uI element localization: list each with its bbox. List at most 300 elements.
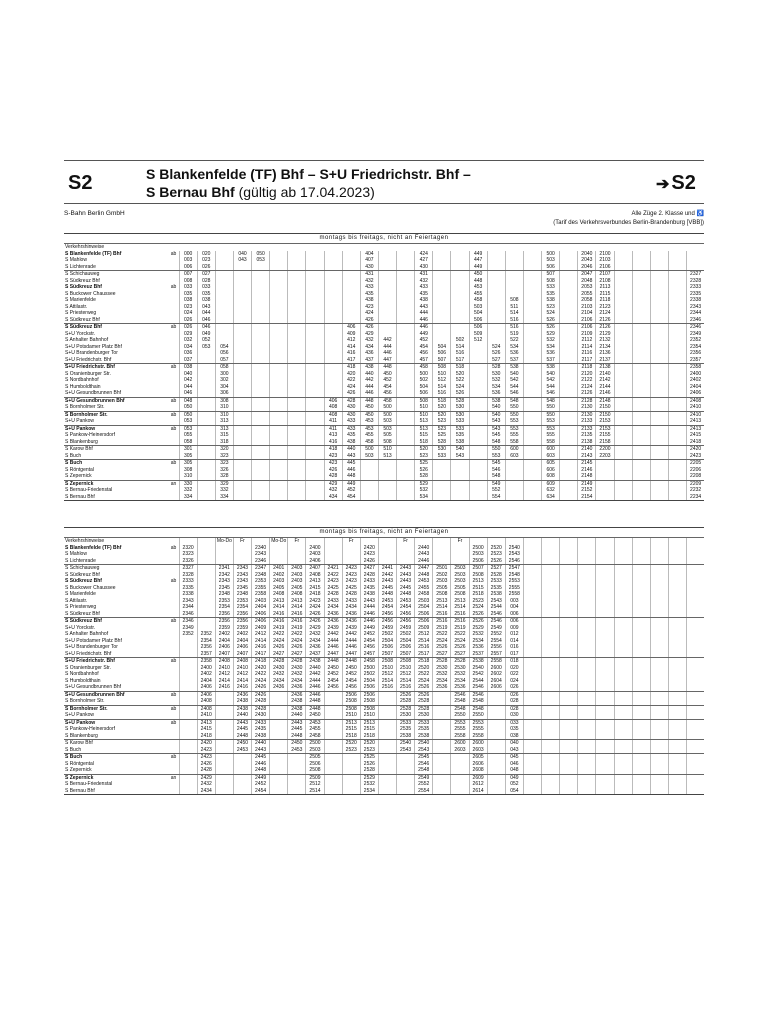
arr-dep-marker: ab <box>170 578 177 584</box>
time-cell <box>668 473 686 480</box>
time-cell <box>650 558 668 565</box>
time-cell: 012 <box>505 631 523 638</box>
time-cell: 518 <box>450 364 468 371</box>
arr-dep-marker <box>169 453 179 460</box>
time-cell <box>305 473 323 480</box>
time-cell: 2403 <box>251 598 269 605</box>
time-cell: 2523 <box>487 551 505 558</box>
time-cell <box>324 558 342 565</box>
time-cell <box>215 733 233 740</box>
station-name: S+U Pankow <box>65 719 96 726</box>
time-cell: 2416 <box>215 684 233 691</box>
time-cell: 2108 <box>595 278 613 285</box>
time-cell: 2206 <box>686 467 704 474</box>
time-cell: 2558 <box>505 591 523 598</box>
time-cell: 028 <box>505 706 523 713</box>
time-cell: 516 <box>450 350 468 357</box>
time-cell: 2327 <box>686 271 704 278</box>
time-cell <box>577 788 595 795</box>
time-cell: 2343 <box>233 565 251 572</box>
time-cell: 510 <box>378 446 396 453</box>
time-cell: 523 <box>432 426 450 433</box>
time-cell: 2425 <box>324 585 342 592</box>
time-cell <box>215 747 233 754</box>
time-cell <box>197 611 215 618</box>
time-cell: 2438 <box>251 733 269 740</box>
table-row <box>64 363 704 371</box>
time-cell: 2510 <box>396 665 414 672</box>
time-cell <box>287 317 305 324</box>
time-cell: 2456 <box>324 684 342 691</box>
time-cell: 2504 <box>378 638 396 645</box>
time-cell: 2356 <box>233 618 251 625</box>
time-cell <box>251 390 269 397</box>
time-cell: 2513 <box>360 720 378 727</box>
time-cell: 2402 <box>686 377 704 384</box>
time-cell: 2137 <box>595 357 613 364</box>
time-cell: 2436 <box>233 692 251 699</box>
time-cell: 2406 <box>197 692 215 699</box>
time-cell: 328 <box>215 473 233 480</box>
time-cell <box>559 494 577 501</box>
time-cell: 533 <box>432 453 450 460</box>
time-cell: 2519 <box>450 625 468 632</box>
arr-dep-marker <box>169 439 179 446</box>
time-cell: 446 <box>378 350 396 357</box>
time-cell: 2526 <box>450 644 468 651</box>
time-cell: 435 <box>342 432 360 439</box>
time-cell: 038 <box>197 297 215 304</box>
time-cell: 456 <box>378 390 396 397</box>
time-cell: 2445 <box>251 754 269 761</box>
time-cell <box>595 712 613 719</box>
time-cell: 2114 <box>577 344 595 351</box>
table-row <box>64 425 704 433</box>
time-cell: 442 <box>360 377 378 384</box>
time-cell: 2528 <box>360 767 378 774</box>
time-cell <box>650 698 668 705</box>
time-cell: 2349 <box>179 625 197 632</box>
time-cell: 2508 <box>342 706 360 713</box>
time-cell: 026 <box>197 264 215 271</box>
time-cell <box>233 494 251 501</box>
time-cell <box>523 390 541 397</box>
time-cell: 529 <box>541 331 559 338</box>
time-cell: 2415 <box>305 585 323 592</box>
time-cell: 2508 <box>396 658 414 665</box>
time-cell: 2356 <box>197 644 215 651</box>
time-cell: 020 <box>197 251 215 258</box>
time-cell <box>378 698 396 705</box>
time-cell: 2523 <box>360 747 378 754</box>
time-cell: 2546 <box>505 558 523 565</box>
time-cell: 2554 <box>487 638 505 645</box>
time-cell <box>233 767 251 774</box>
time-cell: 2443 <box>396 578 414 585</box>
time-cell <box>378 317 396 324</box>
time-cell: 2343 <box>179 598 197 605</box>
time-cell: 2340 <box>251 545 269 552</box>
time-cell <box>469 473 487 480</box>
time-cell: 2540 <box>396 740 414 747</box>
time-cell: 2501 <box>432 565 450 572</box>
time-cell: 2419 <box>287 625 305 632</box>
time-cell: 2446 <box>251 761 269 768</box>
time-cell: 2502 <box>378 631 396 638</box>
time-cell <box>668 357 686 364</box>
time-cell: 2326 <box>179 558 197 565</box>
time-cell <box>541 788 559 795</box>
time-cell <box>287 264 305 271</box>
time-cell: 2403 <box>287 565 305 572</box>
station-name: S Bernau Bhf <box>65 493 95 500</box>
time-cell <box>686 558 704 565</box>
time-cell <box>577 767 595 774</box>
time-cell: 530 <box>450 404 468 411</box>
time-cell <box>577 712 595 719</box>
time-cell: 018 <box>505 658 523 665</box>
time-cell: 2553 <box>450 720 468 727</box>
column-note: Fr <box>396 538 414 545</box>
time-cell: 2423 <box>197 754 215 761</box>
table-row <box>64 657 704 665</box>
time-cell: 2449 <box>251 775 269 782</box>
time-cell <box>686 712 704 719</box>
time-cell: 2424 <box>287 638 305 645</box>
time-cell: 2532 <box>432 671 450 678</box>
time-cell: 006 <box>505 618 523 625</box>
time-cell: 2432 <box>305 631 323 638</box>
time-cell: 2509 <box>414 625 432 632</box>
table-row <box>64 698 704 705</box>
time-cell: 600 <box>505 446 523 453</box>
time-cell: 442 <box>378 337 396 344</box>
time-cell: 2443 <box>360 598 378 605</box>
time-cell: 2148 <box>595 398 613 405</box>
time-cell: 2510 <box>342 712 360 719</box>
time-cell: 433 <box>342 418 360 425</box>
title-line-1: S Blankenfelde (TF) Bhf – S+U Friedrichstr. Bhf – <box>146 166 471 182</box>
table-row <box>64 317 704 324</box>
time-cell: 2548 <box>469 698 487 705</box>
time-cell <box>632 439 650 446</box>
time-cell: 2530 <box>414 712 432 719</box>
time-cell <box>432 558 450 565</box>
time-cell: 526 <box>541 317 559 324</box>
time-cell <box>305 418 323 425</box>
time-cell <box>287 494 305 501</box>
time-cell: 2423 <box>686 453 704 460</box>
time-cell: 2443 <box>396 572 414 579</box>
time-cell <box>559 788 577 795</box>
time-cell: 2130 <box>577 412 595 419</box>
right-arrow-icon: ➔ <box>656 176 670 193</box>
time-cell <box>614 698 632 705</box>
time-cell <box>251 453 269 460</box>
time-cell: 2434 <box>342 604 360 611</box>
time-cell: 2606 <box>469 761 487 768</box>
time-cell: 315 <box>215 432 233 439</box>
station-name: S Priesterweg <box>65 310 97 316</box>
arr-dep-marker: ab <box>170 284 177 290</box>
station-name: S Blankenfelde (TF) Bhf <box>65 250 122 257</box>
time-cell: 026 <box>505 684 523 691</box>
time-cell <box>287 473 305 480</box>
time-cell <box>269 264 287 271</box>
time-cell: 2133 <box>577 418 595 425</box>
station-name: S Oranienburger Str. <box>65 370 111 377</box>
time-cell: 2124 <box>595 310 613 317</box>
arr-dep-marker <box>169 418 179 425</box>
time-cell: 2333 <box>179 578 197 585</box>
time-cell: 2421 <box>324 565 342 572</box>
time-cell: 608 <box>541 473 559 480</box>
time-cell: 302 <box>215 377 233 384</box>
time-cell: 2534 <box>469 638 487 645</box>
time-cell: 2513 <box>469 578 487 585</box>
time-cell: 2436 <box>324 611 342 618</box>
time-cell: 2508 <box>378 658 396 665</box>
time-cell: 2512 <box>414 631 432 638</box>
time-cell: 600 <box>541 446 559 453</box>
table-row <box>64 774 704 782</box>
time-cell: 2445 <box>396 585 414 592</box>
time-cell: 2513 <box>342 720 360 727</box>
time-cell: 2400 <box>686 371 704 378</box>
time-cell <box>668 788 686 795</box>
header-top-rule <box>64 160 704 161</box>
time-cell: 2338 <box>179 591 197 598</box>
station-name: S Blankenburg <box>65 438 98 445</box>
time-cell: 428 <box>342 398 360 405</box>
time-cell: 2516 <box>396 684 414 691</box>
time-cell <box>215 767 233 774</box>
time-cell: 334 <box>179 494 197 501</box>
time-cell: 2427 <box>287 651 305 658</box>
time-cell: 048 <box>179 398 197 405</box>
time-cell: 2452 <box>251 781 269 788</box>
time-cell: 2555 <box>505 585 523 592</box>
time-cell: 2503 <box>432 578 450 585</box>
station-name: S+U Brandenburger Tor <box>65 644 118 650</box>
time-cell <box>595 698 613 705</box>
time-cell: 2423 <box>342 572 360 579</box>
time-cell: 2327 <box>179 565 197 572</box>
station-name: S Attilastr. <box>65 303 88 310</box>
time-cell <box>614 390 632 397</box>
time-cell: 534 <box>414 494 432 501</box>
time-cell: 2532 <box>360 781 378 788</box>
time-cell: 2416 <box>287 611 305 618</box>
time-cell: 2413 <box>269 598 287 605</box>
time-cell: 510 <box>432 371 450 378</box>
time-cell <box>469 418 487 425</box>
time-cell: 2440 <box>251 740 269 747</box>
time-cell: 2149 <box>577 481 595 488</box>
time-cell: 334 <box>215 494 233 501</box>
time-cell: 418 <box>342 364 360 371</box>
time-cell <box>269 767 287 774</box>
time-cell: 426 <box>360 317 378 324</box>
time-cell: 2523 <box>469 598 487 605</box>
station-name: S Pankow-Heinersdorf <box>65 432 116 438</box>
time-cell: 023 <box>197 257 215 264</box>
time-cell: 446 <box>342 467 360 474</box>
time-cell: 518 <box>414 439 432 446</box>
time-cell <box>668 698 686 705</box>
time-cell <box>396 558 414 565</box>
time-cell: 2348 <box>251 572 269 579</box>
time-cell: 2536 <box>432 684 450 691</box>
time-cell: 2448 <box>414 572 432 579</box>
time-cell: 2120 <box>577 371 595 378</box>
time-cell: 2440 <box>287 712 305 719</box>
time-cell: 455 <box>469 291 487 298</box>
time-cell: 546 <box>487 467 505 474</box>
station-name: S+U Friedrichstr. Bhf <box>65 650 112 657</box>
time-cell: 2416 <box>233 684 251 691</box>
time-cell: 523 <box>414 453 432 460</box>
time-cell <box>523 357 541 364</box>
time-cell: 2124 <box>577 384 595 391</box>
time-cell <box>342 788 360 795</box>
time-cell <box>305 404 323 411</box>
time-cell: 2520 <box>360 740 378 747</box>
time-cell: 2356 <box>686 350 704 357</box>
time-cell <box>269 558 287 565</box>
time-cell: 2422 <box>287 631 305 638</box>
time-cell: 2444 <box>324 638 342 645</box>
time-cell: 2512 <box>378 671 396 678</box>
time-cell: 2548 <box>450 706 468 713</box>
time-cell <box>632 418 650 425</box>
time-cell: 2448 <box>396 591 414 598</box>
time-cell: 2358 <box>251 591 269 598</box>
time-cell: 2534 <box>450 678 468 685</box>
time-cell: 049 <box>197 331 215 338</box>
table-row <box>64 494 704 501</box>
time-cell: 043 <box>197 304 215 311</box>
time-cell: 2407 <box>305 565 323 572</box>
time-cell: 2533 <box>487 578 505 585</box>
time-cell: 2443 <box>251 747 269 754</box>
time-cell: 408 <box>324 412 342 419</box>
time-cell: 2407 <box>215 651 233 658</box>
time-cell <box>614 651 632 658</box>
station-name: S Oranienburger Str. <box>65 664 111 671</box>
time-cell: 545 <box>487 460 505 467</box>
time-cell: 2508 <box>360 706 378 713</box>
time-cell <box>179 733 197 740</box>
time-cell: 2545 <box>414 754 432 761</box>
time-cell <box>269 418 287 425</box>
time-cell <box>396 767 414 774</box>
time-cell: 2538 <box>487 591 505 598</box>
station-name: S Südkreuz Bhf <box>65 324 102 330</box>
time-cell <box>269 439 287 446</box>
time-cell: 2345 <box>233 585 251 592</box>
time-cell: 2546 <box>450 692 468 699</box>
time-cell: 033 <box>197 284 215 291</box>
time-cell <box>469 494 487 501</box>
time-cell: 2514 <box>432 604 450 611</box>
time-cell: 2132 <box>595 337 613 344</box>
time-cell: 2427 <box>360 565 378 572</box>
station-name: S Südkreuz Bhf <box>65 571 100 578</box>
time-cell: 2418 <box>686 439 704 446</box>
column-note: Mo-Do <box>215 538 233 545</box>
time-cell: 2423 <box>360 551 378 558</box>
time-cell: 2408 <box>215 658 233 665</box>
time-cell: 2535 <box>487 585 505 592</box>
time-cell: 2200 <box>595 446 613 453</box>
time-cell: 037 <box>179 357 197 364</box>
time-cell: 428 <box>324 473 342 480</box>
time-cell: 2516 <box>378 684 396 691</box>
time-cell: 452 <box>342 487 360 494</box>
time-cell: 2410 <box>686 404 704 411</box>
time-cell <box>251 404 269 411</box>
time-cell: 448 <box>342 473 360 480</box>
station-name: S Schichauweg <box>65 271 100 277</box>
time-cell: 2414 <box>215 678 233 685</box>
time-cell: 2424 <box>305 604 323 611</box>
time-cell: 2528 <box>487 572 505 579</box>
time-cell <box>559 418 577 425</box>
time-cell: 2441 <box>378 565 396 572</box>
arr-dep-marker <box>169 788 179 795</box>
time-cell: 2528 <box>396 706 414 713</box>
time-cell: 508 <box>505 297 523 304</box>
time-cell: 2515 <box>360 726 378 733</box>
time-cell: 024 <box>179 310 197 317</box>
time-cell: 2528 <box>414 698 432 705</box>
time-cell: 2426 <box>251 684 269 691</box>
time-cell: 520 <box>432 404 450 411</box>
time-cell: 506 <box>414 390 432 397</box>
time-cell: 550 <box>541 404 559 411</box>
time-cell: 2527 <box>487 565 505 572</box>
time-cell: 555 <box>541 432 559 439</box>
time-cell <box>632 404 650 411</box>
time-cell: 2148 <box>577 473 595 480</box>
time-cell <box>650 439 668 446</box>
time-cell: 528 <box>414 473 432 480</box>
time-cell: 411 <box>324 418 342 425</box>
time-cell: 2445 <box>233 726 251 733</box>
time-cell: 454 <box>378 384 396 391</box>
time-cell: 540 <box>450 446 468 453</box>
time-cell: 044 <box>197 310 215 317</box>
time-cell: 2448 <box>305 698 323 705</box>
time-cell <box>287 357 305 364</box>
time-cell: 2456 <box>396 611 414 618</box>
time-cell: 530 <box>487 371 505 378</box>
time-cell <box>650 404 668 411</box>
time-cell: 2408 <box>686 398 704 405</box>
time-cell: 453 <box>360 418 378 425</box>
time-cell: 2440 <box>233 712 251 719</box>
time-cell: 2412 <box>251 631 269 638</box>
time-cell: 543 <box>450 453 468 460</box>
time-cell: 035 <box>197 291 215 298</box>
time-cell <box>233 439 251 446</box>
station-name: S Südkreuz Bhf <box>65 277 100 284</box>
time-cell: 2423 <box>342 578 360 585</box>
station-name: S+U Gesundbrunnen Bhf <box>65 390 122 396</box>
time-cell: 2547 <box>505 565 523 572</box>
time-cell: 452 <box>414 337 432 344</box>
